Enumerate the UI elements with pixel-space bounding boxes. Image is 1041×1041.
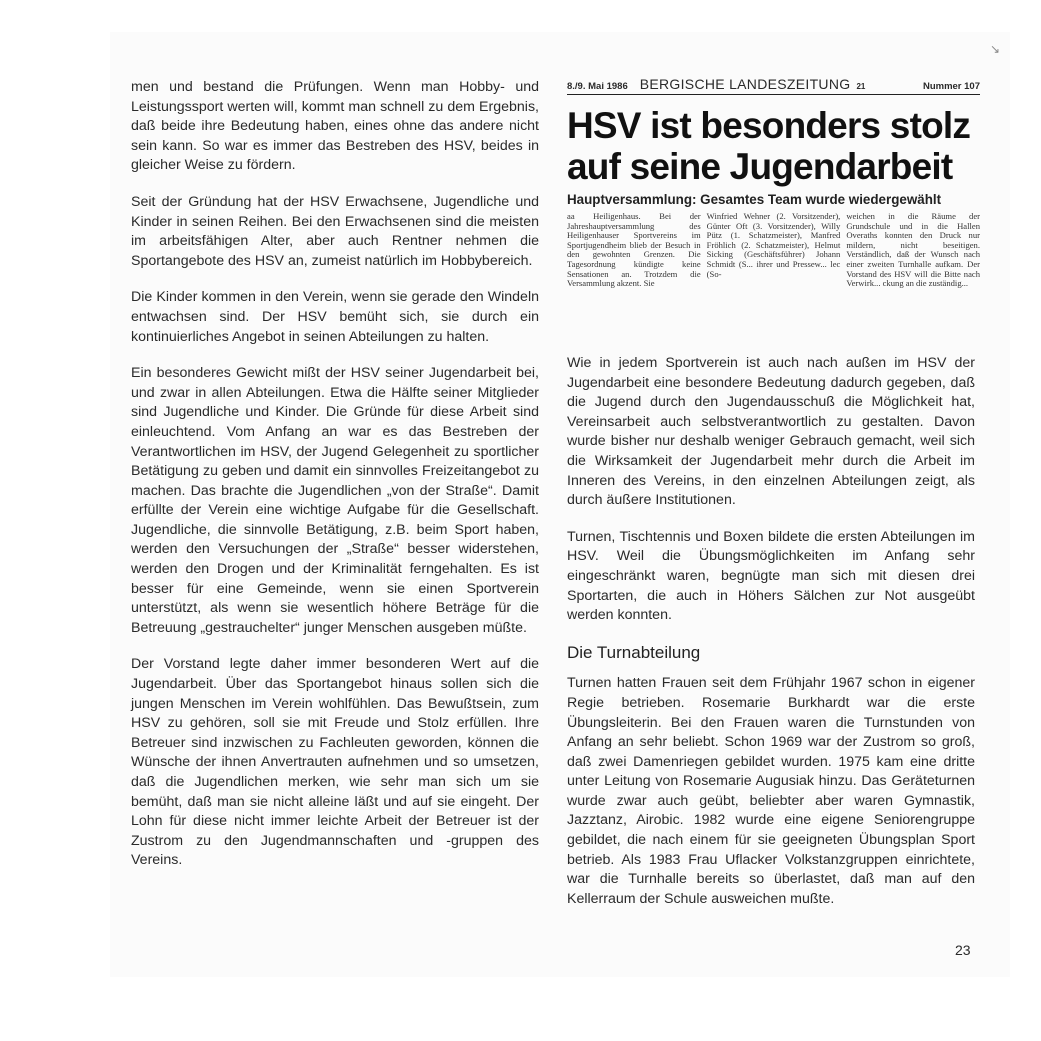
paragraph: Wie in jedem Sportverein ist auch nach außen im HSV der Jugendarbeit eine besondere Bedeutung dadurch gegeben, daß die Jugend durch den Jugendausschuß die Möglichkeit hat, Vereinsarbeit auch selbstverantwortlich zu gestalten. Davon wurde bisher nur deshalb weniger Gebrauch gemacht, weil sich die Wirksamkeit der Jugendarbeit mehr durch die Arbeit im Inneren des Vereins, in den einzelnen Abteilungen zeigt, als durch äußere Institutionen. [567, 355, 975, 509]
clipping-col-1: aa Heiligenhaus. Bei der Jahreshauptversammlung des Heiligenhauser Sportvereins im Sportjugendheim blieb der Besuch in den gewohnten Grenzen. Die Tagesordnung kündigte keine Sensationen an. Trotzdem die Versammlung akzent. Sie [567, 211, 701, 289]
paragraph: Turnen, Tischtennis und Boxen bildete die ersten Abteilungen im HSV. Weil die Übungsmöglichkeiten im Anfang sehr eingeschränkt waren, begnügte man sich mit diesen drei Sportarten, die auch in Höhers Sälchen zur Not ausgeübt werden konnten. [567, 528, 975, 624]
page-number: 23 [955, 942, 971, 958]
masthead [567, 76, 980, 95]
clipping-subhead: Hauptversammlung: Gesamtes Team wurde wiedergewählt [567, 192, 942, 207]
section-heading: Die Turnabteilung [567, 642, 701, 662]
paragraph: men und bestand die Prüfungen. Wenn man Hobby- und Leistungssport werten will, kommt man schnell zu dem Ergebnis, daß beide ihre Bedeutung haben, eines ohne das andere nicht sein kann. So war es immer das Bestreben des HSV, beides in gleicher Weise zu fördern. [131, 79, 539, 174]
clipping-columns [567, 211, 981, 289]
clipping-page: 21 [856, 82, 866, 91]
left-column [131, 78, 539, 888]
right-column [567, 354, 975, 926]
paragraph: Der Vorstand legte daher immer besonderen Wert auf die Jugendarbeit. Über das Sportangebot hinaus sollen sich die jungen Menschen im Verein wohlfühlen. Das Bewußtsein, zum HSV zu gehören, soll sie mit Freude und Stolz erfüllen. Ihre Betreuer sind inzwischen zu Fachleuten geworden, können die Wünsche der ihnen Anvertrauten aufnehmen und so umsetzen, daß die Jugendlichen merken, wie sehr man sich um sie bemüht, daß man sie nicht alleine läßt und auf sie eingeht. Der Lohn für diese nicht immer leichte Arbeit der Betreuer ist der Zustrom zu den Jugendmannschaften und -gruppen des Vereins. [131, 656, 539, 869]
clipping-col-2: Winfried Wehner (2. Vorsitzender), Günter Oft (3. Vorsitzender), Willy Pütz (1. Schatzmeister), Manfred Fröhlich (2. Schatzmeister), Helmut Sicking (Geschäftsführer) Johann Schmidt (S... ihrer und Pressew... lec (So- [706, 211, 841, 279]
newspaper-clipping [567, 76, 980, 321]
clipping-date: 8./9. Mai 1986 [567, 81, 628, 92]
newspaper-name: BERGISCHE LANDESZEITUNG [639, 76, 851, 92]
paragraph: Seit der Gründung hat der HSV Erwachsene, Jugendliche und Kinder in seinen Reihen. Bei den Erwachsenen sind die meisten im arbeitsfähigen Alter, aber auch Rentner nehmen die Sportangebote des HSV an, zumeist natürlich im Hobbybereich. [131, 193, 539, 269]
issue-number: Nummer 107 [922, 81, 980, 92]
paragraph: Die Kinder kommen in den Verein, wenn sie gerade den Windeln entwachsen sind. Der HSV bemüht sich, sie durch ein kontinuierliches Angebot in seinen Abteilungen zu halten. [131, 289, 539, 345]
paragraph: Ein besonderes Gewicht mißt der HSV seiner Jugendarbeit bei, und zwar in allen Abteilungen. Etwa die Hälfte seiner Mitglieder sind Jugendliche und Kinder. Die Gründe für diese Arbeit sind einleuchtend. Vom Anfang an war es das Bestreben der Verantwortlichen im HSV, der Jugend Gelegenheit zu sportlicher Betätigung zu geben und damit ein sinnvolles Freizeitangebot zu machen. Das brachte die Jugendlichen „von der Straße“. Damit erfüllte der Verein eine wichtige Aufgabe für die Gesellschaft. Jugendliche, die sinnvolle Betätigung, z.B. beim Sport haben, werden den Versuchungen der „Straße“ besser widerstehen, werden den Drogen und der Kriminalität ferngehalten. Es ist besser für eine Gemeinde, wenn sie einen Sportverein unterstützt, als wenn sie wesentlich höhere Beträge für die Betreuung „gestrauchelter“ junger Menschen ausgeben müßte. [131, 365, 539, 636]
clipping-col-3: weichen in die Räume der Grundschule und in die Hallen Overaths konnten den Druck nur mildern, nicht beseitigen. Verständlich, daß der Wunsch nach einer zweiten Turnhalle aufkam. Der Vorstand des HSV will die Bitte nach Verwirk... ckung an die zuständig... [846, 211, 981, 289]
clipping-headline: HSV ist besonders stolz auf seine Jugendarbeit [567, 105, 971, 187]
scan-mark: ↘ [990, 42, 1001, 56]
paragraph: Turnen hatten Frauen seit dem Frühjahr 1967 schon in eigener Regie betrieben. Rosemarie Burkhardt war die erste Übungsleiterin. Bei den Frauen waren die Turnstunden von Anfang an sehr beliebt. Schon 1969 war der Zustrom so groß, daß zwei Damenriegen gebildet wurden. 1975 kam eine dritte unter Leitung von Rosemarie Augusiak hinzu. Das Geräteturnen wurde zwar auch geübt, beliebter aber waren Gymnastik, Jazztanz, Airobic. 1982 wurde eine eigene Seniorengruppe gebildet, die nach einem für sie geeigneten Übungsplan Sport betrieb. Als 1983 Frau Uflacker Volkstanzgruppen einrichtete, war die Turnhalle bereits so überlastet, daß man auf den Kellerraum der Schule ausweichen mußte. [567, 675, 975, 907]
